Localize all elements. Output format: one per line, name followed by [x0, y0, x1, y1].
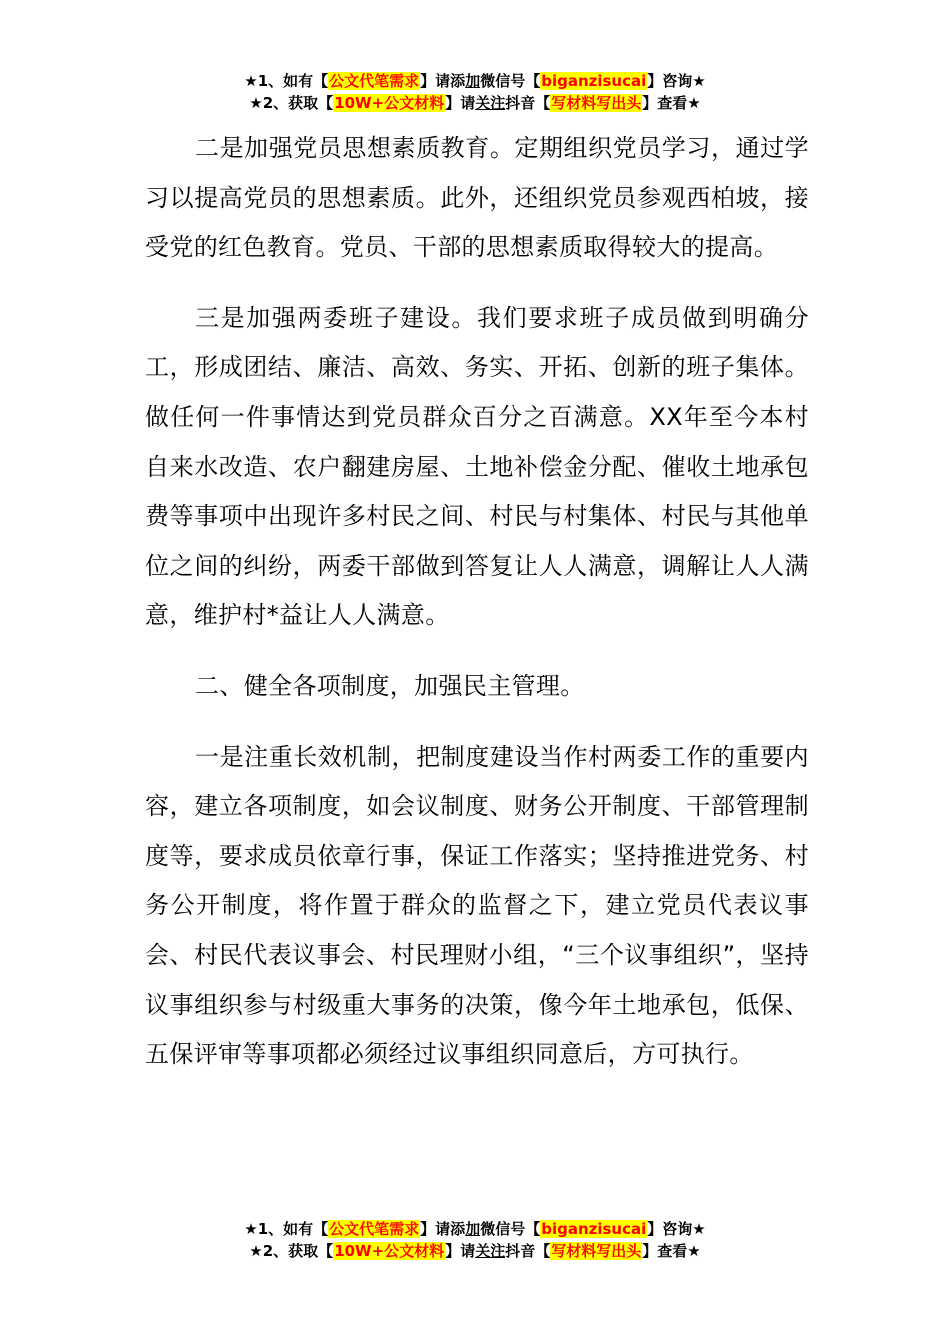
promo-highlight: 公文代笔需求 [329, 1220, 420, 1238]
promo-line-2 [0, 1240, 950, 1262]
promo-text: ★2、获取【 [249, 1242, 334, 1260]
promo-underlined-text: 加 [465, 1220, 481, 1238]
promo-underlined-text: 关注 [475, 94, 506, 112]
promo-wechat-id: biganzisucai [541, 1220, 647, 1238]
promo-text: ★1、如有【 [244, 1220, 329, 1238]
section-heading: 二、健全各项制度，加强民主管理。 [195, 671, 585, 700]
promo-text: 微信号【 [480, 1220, 541, 1238]
promo-underlined-text: 关注 [475, 1242, 506, 1260]
paragraph: 二是加强党员思想素质教育。定期组织党员学习，通过学习以提高党员的思想素质。此外，还组织党员参观西柏坡，接受党的红色教育。党员、干部的思想素质取得较大的提高。 [145, 134, 809, 262]
promo-line-1 [0, 1218, 950, 1240]
promo-text: ★1、如有【 [244, 72, 329, 90]
promo-douyin-account: 写材料写出头 [551, 1242, 642, 1260]
promo-text: ★2、获取【 [249, 94, 334, 112]
promo-underlined-text: 加 [465, 72, 481, 90]
document-body [145, 124, 809, 1101]
paragraph: 一是注重长效机制，把制度建设当作村两委工作的重要内容，建立各项制度，如会议制度、财务公开制度、干部管理制度等，要求成员依章行事，保证工作落实；坚持推进党务、村务公开制度，将作置于群众的监督之下，建立党员代表议事会、村民代表议事会、村民理财小组，“三个议事组织”，坚持议事组织参与村级重大事务的决策，像今年土地承包，低保、五保评审等事项都必须经过议事组织同意后，方可执行。 [145, 742, 809, 1069]
promo-text: 微信号【 [480, 72, 541, 90]
promo-highlight: 公文代笔需求 [329, 72, 420, 90]
promo-text: 】查看★ [642, 1242, 701, 1260]
paragraph: 三是加强两委班子建设。我们要求班子成员做到明确分工，形成团结、廉洁、高效、务实、开拓、创新的班子集体。做任何一件事情达到党员群众百分之百满意。XX年至今本村自来水改造、农户翻建房屋、土地补偿金分配、催收土地承包费等事项中出现许多村民之间、村民与村集体、村民与其他单位之间的纠纷，两委干部做到答复让人人满意，调解让人人满意，维护村*益让人人满意。 [145, 303, 809, 630]
bottom-promo-banner [0, 1218, 950, 1262]
promo-line-2 [0, 92, 950, 114]
promo-douyin-account: 写材料写出头 [551, 94, 642, 112]
promo-text: 】咨询★ [647, 72, 706, 90]
top-promo-banner [0, 70, 950, 114]
promo-text: 抖音【 [505, 1242, 551, 1260]
promo-text: 抖音【 [505, 94, 551, 112]
promo-line-1 [0, 70, 950, 92]
promo-text: 】请 [445, 1242, 476, 1260]
promo-text: 】请添 [420, 72, 466, 90]
promo-text: 】咨询★ [647, 1220, 706, 1238]
promo-wechat-id: biganzisucai [541, 72, 647, 90]
promo-text: 】请添 [420, 1220, 466, 1238]
promo-highlight: 10W+公文材料 [334, 1242, 445, 1260]
promo-text: 】查看★ [642, 94, 701, 112]
promo-text: 】请 [445, 94, 476, 112]
promo-highlight: 10W+公文材料 [334, 94, 445, 112]
